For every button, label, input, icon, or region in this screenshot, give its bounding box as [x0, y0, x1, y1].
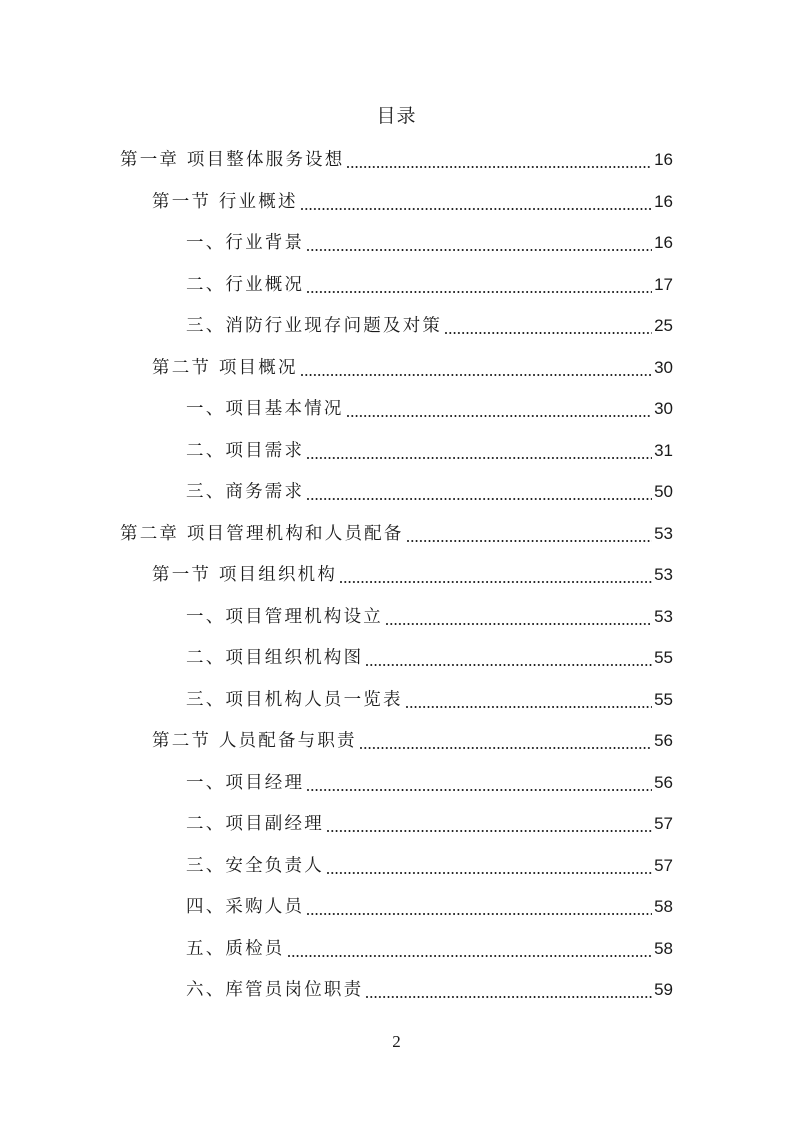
toc-entry-label: 三、项目机构人员一览表: [186, 689, 403, 710]
toc-entry-label: 三、安全负责人: [186, 855, 324, 876]
dot-leader: [327, 812, 652, 836]
toc-entry-label: 三、商务需求: [186, 482, 305, 502]
toc-entry-chapter[interactable]: [120, 148, 673, 172]
toc-entry-label: 二、行业概况: [186, 274, 305, 295]
toc-entry-page: 53: [654, 606, 673, 626]
toc-entry-subsection[interactable]: [186, 978, 673, 1002]
toc-entry-label: 二、项目组织机构图: [186, 648, 364, 668]
toc-entry-label: 第一节 项目组织机构: [152, 565, 338, 585]
toc-entry-label: 四、采购人员: [186, 897, 305, 917]
toc-entry-page: 31: [654, 440, 673, 460]
page-number: 2: [392, 1032, 401, 1051]
toc-entry-label: 三、消防行业现存问题及对策: [186, 316, 443, 336]
toc-entry-page: 59: [654, 980, 673, 999]
toc-entry-page: 30: [654, 399, 673, 418]
dot-leader: [307, 480, 652, 504]
dot-leader: [307, 439, 652, 463]
dot-leader: [327, 854, 652, 878]
toc-entry-section[interactable]: [152, 356, 673, 380]
dot-leader: [347, 397, 652, 421]
toc-entry-page: 17: [654, 274, 673, 294]
toc-entry-label: 六、库管员岗位职责: [186, 980, 364, 1000]
toc-entry-label: 一、行业背景: [186, 233, 305, 253]
toc-entry-subsection[interactable]: [186, 397, 673, 421]
dot-leader: [288, 937, 653, 961]
toc-entry-page: 16: [654, 233, 673, 252]
toc-entry-page: 56: [654, 731, 673, 750]
toc-entry-subsection[interactable]: [186, 231, 673, 255]
toc-entry-chapter[interactable]: [120, 522, 673, 546]
toc-entry-label: 第一章 项目整体服务设想: [120, 150, 345, 170]
toc-entry-subsection[interactable]: [186, 895, 673, 919]
toc-entry-label: 二、项目副经理: [186, 814, 324, 834]
dot-leader: [347, 148, 652, 172]
toc-entry-subsection[interactable]: [186, 480, 673, 504]
toc-entry-section[interactable]: [152, 729, 673, 753]
toc-entry-page: 30: [654, 357, 673, 377]
dot-leader: [366, 978, 652, 1002]
toc-entry-label: 二、项目需求: [186, 440, 305, 461]
dot-leader: [301, 190, 652, 214]
toc-entry-subsection[interactable]: [186, 937, 673, 961]
toc-entry-subsection[interactable]: [186, 688, 673, 712]
dot-leader: [340, 563, 652, 587]
toc-entry-section[interactable]: [152, 563, 673, 587]
dot-leader: [366, 646, 652, 670]
toc-entry-subsection[interactable]: [186, 771, 673, 795]
toc-entry-page: 25: [654, 316, 673, 335]
toc-entry-label: 一、项目基本情况: [186, 399, 344, 419]
toc-entry-page: 58: [654, 938, 673, 958]
dot-leader: [445, 314, 652, 338]
dot-leader: [307, 273, 652, 297]
toc-entry-label: 第二节 项目概况: [152, 357, 298, 378]
toc-title: 目录: [376, 105, 417, 127]
toc-entry-page: 55: [654, 689, 673, 709]
toc-entry-label: 一、项目经理: [186, 772, 305, 793]
toc-entry-subsection[interactable]: [186, 854, 673, 878]
dot-leader: [307, 771, 652, 795]
toc-entry-subsection[interactable]: [186, 646, 673, 670]
toc-entry-label: 第一节 行业概述: [152, 191, 298, 212]
toc-entry-page: 57: [654, 855, 673, 875]
dot-leader: [301, 356, 652, 380]
toc-entry-subsection[interactable]: [186, 314, 673, 338]
toc-entry-page: 58: [654, 897, 673, 916]
dot-leader: [406, 688, 652, 712]
toc-entry-page: 56: [654, 772, 673, 792]
toc-entry-label: 五、质检员: [186, 938, 285, 959]
toc-entry-subsection[interactable]: [186, 812, 673, 836]
toc-entry-page: 53: [654, 523, 673, 543]
toc-entry-section[interactable]: [152, 190, 673, 214]
dot-leader: [307, 895, 652, 919]
toc-entry-label: 第二章 项目管理机构和人员配备: [120, 523, 404, 544]
toc-entry-page: 57: [654, 814, 673, 833]
toc-entry-page: 50: [654, 482, 673, 501]
toc-entry-label: 一、项目管理机构设立: [186, 606, 383, 627]
toc-entry-page: 53: [654, 565, 673, 584]
toc-entry-subsection[interactable]: [186, 605, 673, 629]
dot-leader: [386, 605, 652, 629]
toc-entry-label: 第二节 人员配备与职责: [152, 731, 357, 751]
toc-entry-subsection[interactable]: [186, 273, 673, 297]
toc-entry-page: 16: [654, 191, 673, 211]
toc-entry-page: 16: [654, 150, 673, 169]
toc-entry-page: 55: [654, 648, 673, 667]
dot-leader: [307, 231, 652, 255]
toc-entry-subsection[interactable]: [186, 439, 673, 463]
dot-leader: [407, 522, 653, 546]
dot-leader: [360, 729, 652, 753]
